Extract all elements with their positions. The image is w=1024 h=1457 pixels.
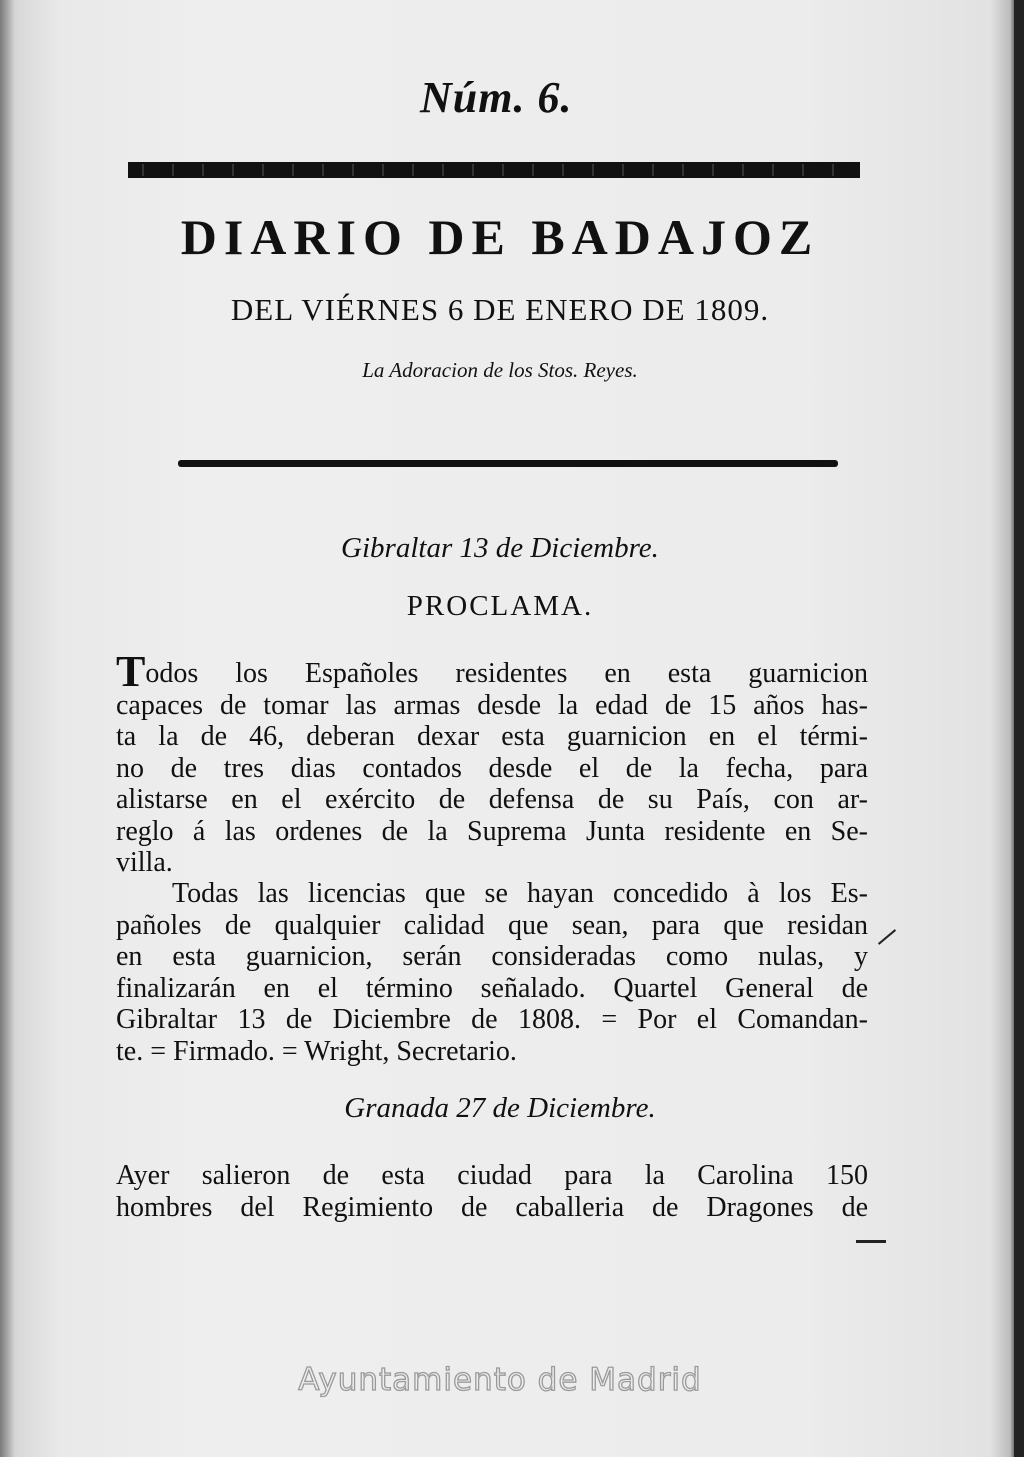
text-line: Gibraltar 13 de Diciembre de 1808. = Por el Comandan- [116, 1004, 868, 1035]
newspaper-title: DIARIO DE BADAJOZ [180, 209, 820, 265]
feast-day: La Adoracion de los Stos. Reyes. [362, 358, 638, 382]
issue-dateline: DEL VIÉRNES 6 DE ENERO DE 1809. [230, 292, 770, 327]
text-line: capaces de tomar las armas desde la edad de 15 años has- [116, 689, 868, 721]
proclamation-paragraph-1 [116, 647, 868, 879]
article-location-gibraltar: Gibraltar 13 de Diciembre. [341, 532, 659, 564]
text-line: pañoles de qualquier calidad que sean, para que residan [116, 909, 868, 941]
granada-paragraph-1 [116, 1160, 868, 1223]
ink-mark [878, 929, 896, 945]
text-line: no de tres dias contados desde el de la fecha, para [116, 752, 868, 784]
text-line: hombres del Regimiento de caballeria de Dragones de [116, 1191, 868, 1223]
text-line: te. = Firmado. = Wright, Secretario. [116, 1035, 517, 1067]
article-location-granada: Granada 27 de Diciembre. [344, 1092, 656, 1124]
text-line: Ayer salieron de esta ciudad para la Carolina 150 [116, 1160, 868, 1191]
text-line: finalizarán en el término señalado. Quartel General de [116, 972, 868, 1004]
proclamation-heading: PROCLAMA. [406, 590, 594, 622]
text-line: reglo á las ordenes de la Suprema Junta residente en Se- [116, 815, 868, 847]
ink-mark [856, 1240, 886, 1243]
binding-gutter [0, 0, 14, 1457]
text-line: en esta guarnicion, serán consideradas como nulas, y [116, 941, 868, 972]
text-line: villa. [116, 847, 173, 878]
header-rule [128, 162, 860, 178]
text-line: Todas las licencias que se hayan concedido à los Es- [172, 878, 868, 909]
page-edge [1014, 0, 1024, 1457]
issue-number: Núm. 6. [420, 73, 573, 122]
archive-watermark: Ayuntamiento de Madrid [298, 1362, 702, 1398]
section-rule [178, 460, 838, 467]
text-line: Todos los Españoles residentes en esta guarnicion [116, 647, 868, 696]
text-line: ta la de 46, deberan dexar esta guarnicion en el térmi- [116, 721, 868, 752]
text-line: alistarse en el exército de defensa de su País, con ar- [116, 784, 868, 815]
proclamation-paragraph-2 [116, 878, 868, 1067]
drop-cap: T [116, 647, 146, 696]
